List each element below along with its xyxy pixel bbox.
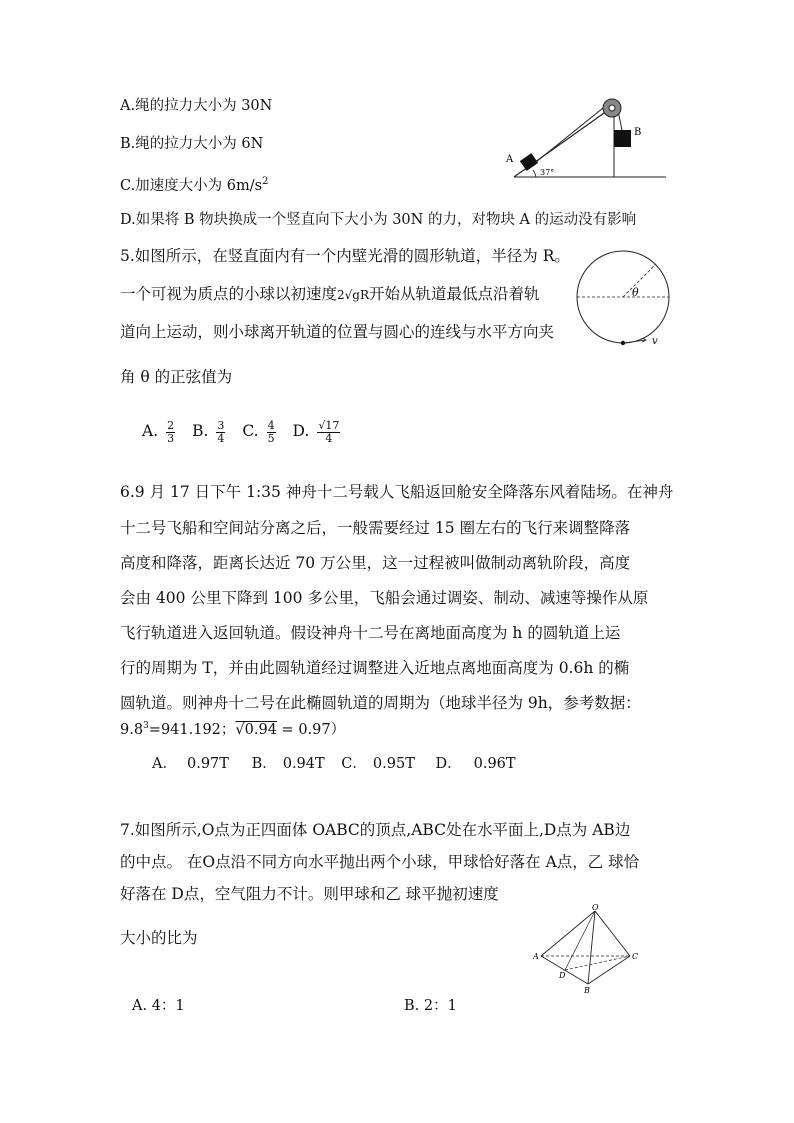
q6-option-d-value: 0.96T [473,756,516,772]
q5-initial-velocity-expr: 2√gR [337,288,370,302]
q6-line2: 十二号飞船和空间站分离之后，一般需要经过 15 圈左右的飞行来调整降落 [120,519,631,537]
q5-option-c-num: 4 [267,418,275,432]
q7-option-a: A. 4：1 [132,998,185,1014]
q5-option-c [242,414,277,448]
q5-line2-pre: 一个可视为质点的小球以初速度 [120,285,338,303]
q6-option-a-value: 0.97T [186,756,229,772]
q6-option-b [252,756,325,772]
q6-options [152,754,516,774]
q7-option-b: B. 2：1 [404,998,457,1014]
q4-option-c [120,172,268,196]
q4-label-a: A [506,154,514,165]
q5-line2-post: 开始从轨道最低点沿着轨 [369,285,540,303]
q6-line3: 高度和降落，距离长达近 70 万公里，这一过程被叫做制动离轨阶段，高度 [120,554,631,572]
q4-option-a: A.绳的拉力大小为 30N [120,98,273,114]
q7-line4: 大小的比为 [120,929,198,947]
q5-theta-label: θ [632,286,639,299]
q5-line3: 道向上运动，则小球离开轨道的位置与圆心的连线与水平方向夹 [120,323,555,341]
q5-velocity-label: v [652,336,658,347]
q4-angle-label: 37° [540,168,555,177]
q4-label-b: B [634,127,642,138]
q7-label-c: C [632,952,639,961]
q6-option-d [435,756,515,772]
q6-line4: 会由 400 公里下降到 100 多公里，飞船会通过调姿、制动、减速等操作从原 [120,589,649,607]
q6-sqrt-expr: √0.94 [235,721,277,738]
q6-line8-exponent: 3 [143,721,149,731]
q5-line1: 5.如图所示，在竖直面内有一个内壁光滑的圆形轨道，半径为 R。 [120,247,570,265]
q4-incline-pulley-figure [500,92,670,184]
q5-option-a-num: 2 [167,418,175,432]
q7-tetrahedron-figure [532,902,644,994]
q6-line5: 飞行轨道进入返回轨道。假设神舟十二号在离地面高度为 h 的圆轨道上运 [120,624,621,642]
q5-line4: 角 θ 的正弦值为 [120,368,233,386]
q5-option-a [142,414,177,448]
q5-option-b [192,414,227,448]
q6-option-c-label: C． [341,756,367,772]
q7-line1: 7.如图所示,O点为正四面体 OABC的顶点,ABC处在水平面上,D点为 AB边 [120,821,631,839]
q4-option-b: B.绳的拉力大小为 6N [120,136,264,152]
q4-option-d: D.如果将 B 物块换成一个竖直向下大小为 30N 的力，对物块 A 的运动没有影响 [120,212,637,228]
q5-option-d-den: 4 [325,431,333,445]
q5-option-d-num: √17 [318,418,340,432]
q5-option-d [293,414,343,448]
q4-block-a [520,153,538,171]
q5-option-b-label: B. [192,422,209,440]
q6-option-c [341,756,415,772]
q6-option-d-label: D． [435,756,462,772]
q6-line1: 6.9 月 17 日下午 1:35 神舟十二号载人飞船返回舱安全降落东风着陆场。在神舟 [120,483,674,501]
q6-line8 [120,716,345,740]
q5-option-a-den: 3 [167,431,175,445]
q4-option-c-text: C.加速度大小为 6m/s [120,177,263,194]
q6-line8-base: 9.8 [120,721,144,738]
q6-line8-value: =941.192； [148,721,236,738]
q4-block-b [614,130,631,147]
q6-option-b-value: 0.94T [282,756,325,772]
q5-option-b-den: 4 [217,431,225,445]
q5-option-c-label: C. [242,422,259,440]
q6-option-a [152,756,229,772]
q7-label-o: O [592,903,599,912]
q7-line3: 好落在 D点，空气阻力不计。则甲球和乙 球平抛初速度 [120,885,499,903]
q5-option-b-num: 3 [217,418,225,432]
q7-line2: 的中点。 在O点沿不同方向水平抛出两个小球，甲球恰好落在 A点，乙 球恰 [120,853,640,871]
q6-line6: 行的周期为 T，并由此圆轨道经过调整进入近地点离地面高度为 0.6h 的椭 [120,659,630,677]
q4-option-c-exponent: 2 [262,176,269,187]
q5-circle-track-figure [566,238,678,350]
q5-option-a-label: A. [142,422,159,440]
q6-option-a-label: A． [152,756,177,772]
q5-options [142,414,352,448]
q7-label-d: D [559,971,566,980]
q6-option-b-label: B． [251,756,277,772]
q6-option-c-value: 0.95T [372,756,415,772]
q7-label-b: B [584,986,590,994]
q7-label-a: A [533,952,539,961]
q6-line7: 圆轨道。则神舟十二号在此椭圆轨道的周期为（地球半径为 9h，参考数据： [120,694,641,712]
q5-option-d-label: D. [292,422,310,440]
q6-line8-result: = 0.97） [276,721,346,738]
q5-option-c-den: 5 [267,431,275,445]
q5-line2 [120,284,540,305]
